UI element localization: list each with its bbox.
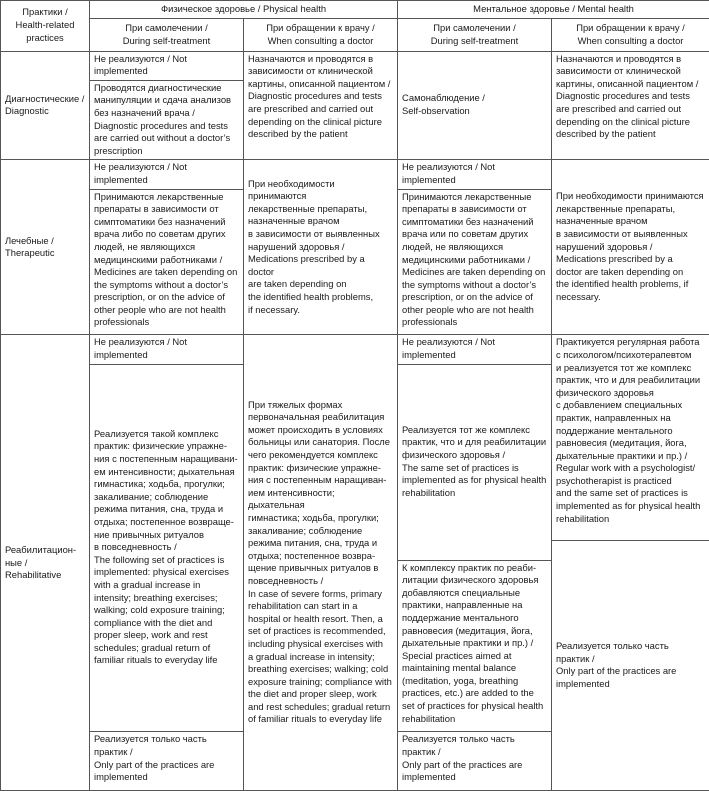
not-implemented-label: Не реализуются / Not implemented (398, 335, 551, 364)
cell-diagnostic-physical-doctor: Назначаются и проводятся в зависимости от клинической картины, описанной пациентом / Diagnostic procedures and tests are prescribed and carried out depending on the clinical picture described by the patient (244, 51, 398, 160)
psychologist-practices-block: Практикуется регулярная работа с психологом/психотерапевтом и реализуется тот же комплекс практик, что и для реабилитации физического здоровья с добавлением специальных практик, направленных на поддержание ментального равновесия (медитация, йога, дыхательные практики и пр.) / Regular work with a psychologist/ psychotherapist is practiced and the same set of practices is implemented as for physical health rehabilitation (552, 335, 709, 541)
row-label-therapeutic: Лечебные / Therapeutic (1, 160, 90, 335)
header-practices: Практики / Health-related practices (1, 1, 90, 52)
cell-therapeutic-mental-doctor: При необходимости принимаются лекарственные препараты, назначенные врачом в зависимости от выявленных нарушений здоровья / Medications prescribed by a doctor are taken depending on the identified health problems, if necessary. (552, 160, 709, 335)
cell-therapeutic-physical-self (90, 160, 244, 335)
row-label-diagnostic: Диагностические / Diagnostic (1, 51, 90, 160)
cell-text: К комплексу практик по реаби- литации физического здоровья добавляются специальные практики, направленные на поддержание ментального равновесия (медитация, йога, дыхательные практики и пр.) / Special practices aimed at maintaining mental balance (meditation, yoga, breathing practices, etc.) are added to the set of practices for physical health rehabilitation (398, 561, 551, 728)
cell-diagnostic-physical-self (90, 51, 244, 160)
full-practices-block (90, 365, 243, 733)
cell-rehabilitative-physical-self (90, 335, 244, 791)
header-physical-self-treatment: При самолечении / During self-treatment (90, 18, 244, 51)
cell-text: Реализуется тот же комплекс практик, что и для реабилитации физического здоровья / The same set of practices is implemented as for physical health rehabilitation (398, 423, 550, 502)
partial-practices-block: Реализуется только часть практик / Only part of the practices are implemented (398, 732, 551, 790)
added-practices-block (398, 561, 551, 733)
partial-practices-block (552, 541, 709, 790)
header-physical-health: Физическое здоровье / Physical health (90, 1, 398, 19)
not-implemented-label: Не реализуются / Not implemented (90, 335, 243, 364)
cell-text: Проводятся диагностические манипуляции и сдача анализов без назначений врача / Diagnostic procedures and tests are carried out without a doctor’s prescription (90, 81, 243, 160)
row-label-rehabilitative: Реабилитацион- ные / Rehabilitative (1, 335, 90, 791)
cell-text: Реализуется только часть практик / Only part of the practices are implemented (552, 639, 680, 692)
same-practices-block (398, 365, 551, 561)
cell-rehabilitative-physical-doctor: При тяжелых формах первоначальная реабилитация может происходить в условиях больницы или санатория. После чего рекомендуется комплекс практик: физические упражне- ния с постепенным наращиван- ием интенсивности; дыхательная гимнастика; ходьба, прогулки; закаливание; соблюдение режима питания, сна, труда и отдыха; постепенное возвра- щение привычных ритуалов в повседневность / In case of severe forms, primary rehabilitation can start in a hospital or health resort. Then, a set of practices is recommended, including physical exercises with a gradual increase in intensity; breathing exercises; walking; cold exposure training; compliance with the diet and proper sleep, work and rest schedules; gradual return of familiar rituals to everyday life (244, 335, 398, 791)
cell-therapeutic-physical-doctor: При необходимости принимаются лекарственные препараты, назначенные врачом в зависимости от выявленных нарушений здоровья / Medications prescribed by a doctor are taken depending on the identified health problems, if necessary. (244, 160, 398, 335)
cell-diagnostic-mental-doctor: Назначаются и проводятся в зависимости от клинической картины, описанной пациентом / Diagnostic procedures and tests are prescribed and carried out depending on the clinical picture described by the patient (552, 51, 709, 160)
cell-text: Принимаются лекарственные препараты в зависимости от симптоматики без назначений врача или по советам других людей, не являющихся медицинскими работниками / Medicines are taken depending on the symptoms without a doctor’s prescription, or on the advice of other people who are not health professionals (398, 190, 551, 332)
header-mental-consulting-doctor: При обращении к врачу / When consulting a doctor (552, 18, 709, 51)
not-implemented-label: Не реализуются / Not implemented (90, 52, 243, 81)
partial-practices-block: Реализуется только часть практик / Only part of the practices are implemented (90, 732, 243, 790)
not-implemented-label: Не реализуются / Not implemented (90, 160, 243, 189)
cell-text: Принимаются лекарственные препараты в зависимости от симптоматики без назначений врача либо по советам других людей, не являющихся медицинскими работниками / Medicines are taken depending on the symptoms without a doctor’s prescription, or on the advice of other people who are not health professionals (90, 190, 243, 332)
not-implemented-label: Не реализуются / Not implemented (398, 160, 551, 189)
cell-rehabilitative-mental-doctor (552, 335, 709, 791)
cell-text: Реализуется такой комплекс практик: физические упражне- ния с постепенным наращивани- ем интенсивности; дыхательная гимнастика; ходьба, прогулки; закаливание; соблюдение режима питания, сна, труда и отдыха; постепенное возвраще- ние привычных ритуалов в повседневность / The following set of practices is implemented: physical exercises with a gradual increase in intensity; breathing exercises; walking; cold exposure training; compliance with the diet and proper sleep, work and rest schedules; gradual return of familiar rituals to everyday life (90, 427, 242, 669)
header-mental-health: Ментальное здоровье / Mental health (398, 1, 709, 19)
cell-rehabilitative-mental-self (398, 335, 552, 791)
cell-therapeutic-mental-self (398, 160, 552, 335)
header-physical-consulting-doctor: При обращении к врачу / When consulting a doctor (244, 18, 398, 51)
cell-diagnostic-mental-self: Самонаблюдение / Self-observation (398, 51, 552, 160)
header-mental-self-treatment: При самолечении / During self-treatment (398, 18, 552, 51)
